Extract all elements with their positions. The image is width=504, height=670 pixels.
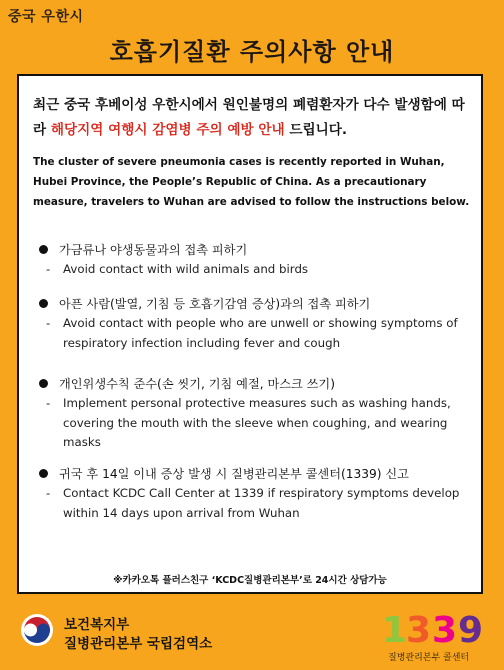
region-tag: 중국 우한시 (8, 9, 84, 25)
instruction-ko: 아픈 사람(발열, 기침 등 호흡기감염 증상)과의 접촉 피하기 (59, 297, 371, 311)
svg-text:1: 1 (382, 610, 408, 648)
instruction-en: Implement personal protective measures such as washing hands, covering the mouth with the sleeve when coughing, and wearing masks (63, 396, 451, 449)
org-name-line1: 보건복지부 (64, 617, 130, 633)
notice-card (17, 74, 483, 594)
svg-text:3: 3 (432, 610, 458, 648)
callcenter-label: 질병관리본부 콜센터 (388, 653, 470, 663)
instruction-item-4 (33, 464, 478, 523)
instruction-item-2 (33, 294, 478, 353)
svg-text:3: 3 (406, 610, 432, 648)
intro-english: The cluster of severe pneumonia cases is recently reported in Wuhan, Hubei Province, the People’s Republic of China. As a precautionary measure, travelers to Wuhan are advised to follow the instructions below. (33, 156, 470, 208)
dash-icon: - (46, 316, 51, 330)
instruction-ko: 귀국 후 14일 이내 증상 발생 시 질병관리본부 콜센터(1339) 신고 (59, 467, 409, 481)
instruction-en: Avoid contact with people who are unwell or showing symptoms of respiratory infection including fever and cough (63, 316, 458, 350)
kakao-footnote: ※카카오톡 플러스친구 ‘KCDC질병관리본부’로 24시간 상담가능 (113, 575, 387, 586)
dash-icon: - (46, 396, 51, 410)
instruction-ko: 개인위생수칙 준수(손 씻기, 기침 예절, 마스크 쓰기) (59, 377, 335, 391)
intro-korean-part1: 최근 중국 후베이성 우한시에서 원인불명의 폐렴환자가 다수 발생함에 따라 (33, 97, 465, 138)
org-name-line2: 질병관리본부 국립검역소 (64, 636, 213, 652)
instruction-ko: 가금류나 야생동물과의 접촉 피하기 (59, 243, 248, 257)
bullet-icon (39, 299, 48, 308)
instruction-item-3 (33, 374, 478, 453)
bullet-icon (39, 379, 48, 388)
bullet-icon (39, 245, 48, 254)
instruction-en: Avoid contact with wild animals and birds (63, 262, 309, 276)
svg-text:9: 9 (458, 610, 484, 648)
instruction-en: Contact KCDC Call Center at 1339 if respiratory symptoms develop within 14 days upon arrival from Wuhan (63, 486, 460, 520)
dash-icon: - (46, 486, 51, 500)
callcenter-1339-logo (376, 606, 488, 648)
intro-korean-part2: 드립니다. (284, 122, 348, 138)
dash-icon: - (46, 262, 51, 276)
page-title: 호흡기질환 주의사항 안내 (109, 38, 395, 66)
ministry-logo-icon (20, 613, 54, 647)
intro-korean (33, 93, 475, 143)
intro-korean-highlight: 해당지역 여행시 감염병 주의 예방 안내 (50, 122, 285, 138)
instruction-item-1 (33, 240, 478, 280)
bullet-icon (39, 469, 48, 478)
